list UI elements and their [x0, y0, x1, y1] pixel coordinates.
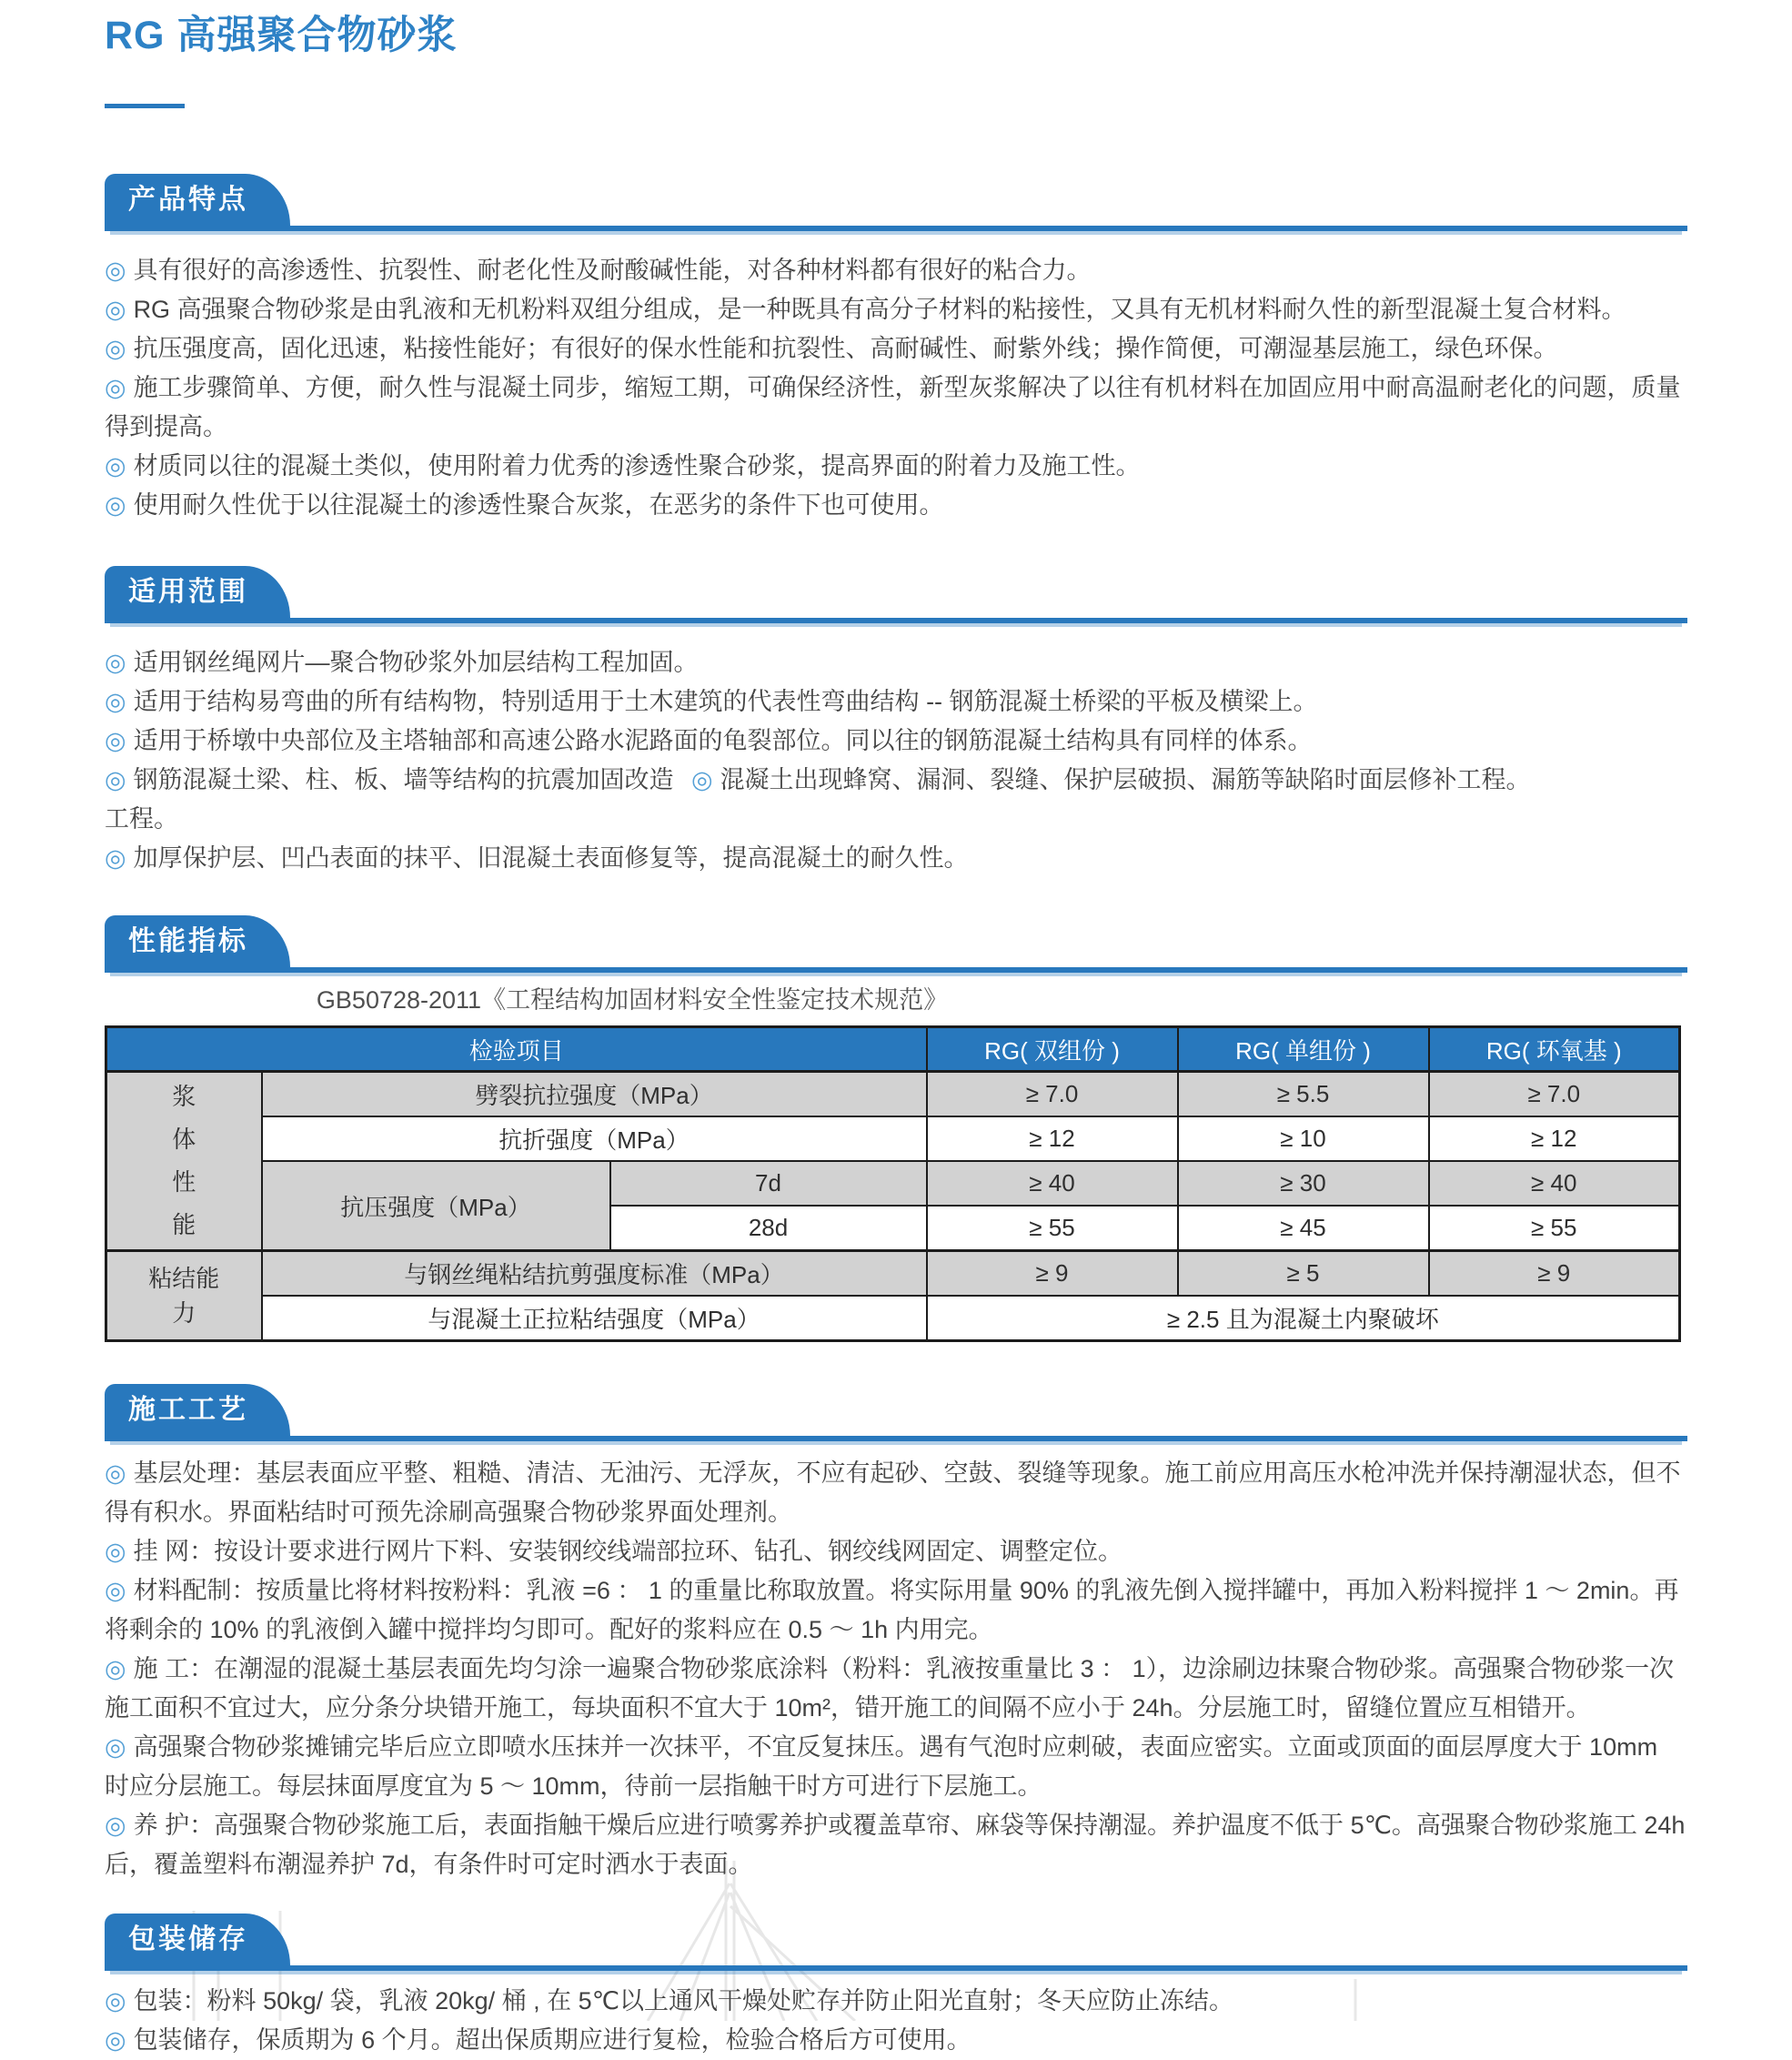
cell-value: ≥ 7.0	[1429, 1072, 1680, 1117]
header-cell-rg2: RG( 双组份 )	[927, 1027, 1178, 1072]
list-item: ◎ 高强聚合物砂浆摊铺完毕后应立即喷水压抹并一次抹平，不宜反复抹压。遇有气泡时应刺破，表面应密实。立面或顶面的面层厚度大于 10mm 时应分层施工。每层抹面厚度宜为 5 ～ 10mm，待前一层指触干时方可进行下层施工。	[105, 1733, 1658, 1800]
cell-value: ≥ 12	[927, 1116, 1178, 1161]
section-tab-features: 产品特点	[105, 174, 290, 226]
table-row	[106, 1161, 1680, 1206]
process-list	[105, 1454, 1687, 1884]
bullet-icon: ◎	[105, 374, 126, 401]
cell-value: ≥ 9	[927, 1251, 1178, 1297]
list-item: ◎ 挂 网：按设计要求进行网片下料、安装钢绞线端部拉环、钻孔、钢绞线网固定、调整定位。	[105, 1538, 1123, 1565]
cell-subitem: 28d	[610, 1206, 927, 1251]
title-accent-line	[105, 104, 185, 108]
list-item: ◎ 施工步骤简单、方便，耐久性与混凝土同步，缩短工期，可确保经济性，新型灰浆解决了以往有机材料在加固应用中耐高温耐老化的问题，质量得到提高。	[105, 374, 1681, 440]
list-item: ◎ 具有很好的高渗透性、抗裂性、耐老化性及耐酸碱性能，对各种材料都有很好的粘合力。	[105, 257, 1092, 284]
bullet-icon: ◎	[105, 727, 126, 754]
header-cell-rg1: RG( 单组份 )	[1178, 1027, 1429, 1072]
section-tab-performance: 性能指标	[105, 915, 290, 967]
bullet-icon: ◎	[105, 688, 126, 715]
table-caption: GB50728-2011《工程结构加固材料安全性鉴定技术规范》	[316, 986, 949, 1014]
bullet-icon: ◎	[105, 452, 126, 480]
scope-list	[105, 643, 1687, 878]
cell-value: ≥ 45	[1178, 1206, 1429, 1251]
cell-item: 与混凝土正拉粘结强度（MPa）	[262, 1296, 927, 1341]
cell-value: ≥ 55	[927, 1206, 1178, 1251]
cell-value: ≥ 40	[927, 1161, 1178, 1206]
row-group-slurry: 浆 体 性 能	[106, 1072, 262, 1251]
list-item: ◎ 包装：粉料 50kg/ 袋，乳液 20kg/ 桶 , 在 5℃以上通风干燥处贮存并防止阳光直射；冬天应防止冻结。	[105, 1987, 1234, 2015]
table-row	[106, 1296, 1680, 1341]
packaging-list	[105, 1982, 1687, 2060]
features-list	[105, 251, 1687, 525]
cell-value: ≥ 5.5	[1178, 1072, 1429, 1117]
list-item-dual	[105, 761, 1687, 839]
table-row	[106, 1251, 1680, 1297]
header-cell-rge: RG( 环氧基 )	[1429, 1027, 1680, 1072]
cell-item: 劈裂抗拉强度（MPa）	[262, 1072, 927, 1117]
bullet-icon: ◎	[105, 491, 126, 519]
list-item: ◎ 基层处理：基层表面应平整、粗糙、清洁、无油污、无浮灰，不应有起砂、空鼓、裂缝等现象。施工前应用高压水枪冲洗并保持潮湿状态，但不得有积水。界面粘结时可预先涂刷高强聚合物砂浆界面处理剂。	[105, 1459, 1681, 1526]
bullet-icon: ◎	[105, 844, 126, 872]
cell-value: ≥ 40	[1429, 1161, 1680, 1206]
bullet-icon: ◎	[105, 1812, 126, 1839]
section-tab-scope: 适用范围	[105, 566, 290, 618]
cell-value: ≥ 55	[1429, 1206, 1680, 1251]
bullet-icon: ◎	[105, 1538, 126, 1565]
section-header-process	[105, 1384, 1687, 1441]
section-header-features	[105, 174, 1687, 231]
page-title: RG 高强聚合物砂浆	[105, 14, 458, 57]
section-header-scope	[105, 566, 1687, 623]
bullet-icon: ◎	[105, 1459, 126, 1487]
bullet-icon: ◎	[691, 766, 713, 793]
list-item: ◎ 使用耐久性优于以往混凝土的渗透性聚合灰浆，在恶劣的条件下也可使用。	[105, 491, 944, 519]
section-tab-packaging: 包装储存	[105, 1914, 290, 1965]
cell-value: ≥ 5	[1178, 1251, 1429, 1297]
section-tab-process: 施工工艺	[105, 1384, 290, 1436]
performance-table	[105, 1025, 1681, 1342]
bullet-icon: ◎	[105, 296, 126, 323]
bullet-icon: ◎	[105, 257, 126, 284]
table-header-row	[106, 1027, 1680, 1072]
bullet-icon: ◎	[105, 1987, 126, 2015]
cell-item: 抗折强度（MPa）	[262, 1116, 927, 1161]
list-item: ◎ 适用于结构易弯曲的所有结构物，特别适用于土木建筑的代表性弯曲结构 -- 钢筋混凝土桥梁的平板及横梁上。	[105, 688, 1318, 715]
cell-item: 抗压强度（MPa）	[262, 1161, 610, 1251]
list-item: ◎ 适用于桥墩中央部位及主塔轴部和高速公路水泥路面的龟裂部位。同以往的钢筋混凝土结构具有同样的体系。	[105, 727, 1313, 754]
cell-item: 与钢丝绳粘结抗剪强度标准（MPa）	[262, 1251, 927, 1297]
cell-value-span: ≥ 2.5 且为混凝土内聚破坏	[927, 1296, 1680, 1341]
cell-value: ≥ 10	[1178, 1116, 1429, 1161]
list-item: ◎ 包装储存，保质期为 6 个月。超出保质期应进行复检，检验合格后方可使用。	[105, 2026, 972, 2054]
bullet-icon: ◎	[105, 1577, 126, 1604]
cell-value: ≥ 30	[1178, 1161, 1429, 1206]
bullet-icon: ◎	[105, 649, 126, 676]
bullet-icon: ◎	[105, 2026, 126, 2054]
cell-value: ≥ 7.0	[927, 1072, 1178, 1117]
header-cell-item: 检验项目	[106, 1027, 927, 1072]
section-header-packaging	[105, 1914, 1687, 1971]
row-group-bonding: 粘结能 力	[106, 1251, 262, 1341]
bullet-icon: ◎	[105, 1733, 126, 1761]
list-item: ◎ RG 高强聚合物砂浆是由乳液和无机粉料双组分组成，是一种既具有高分子材料的粘接性，又具有无机材料耐久性的新型混凝土复合材料。	[105, 296, 1626, 323]
bullet-icon: ◎	[105, 766, 126, 793]
cell-value: ≥ 12	[1429, 1116, 1680, 1161]
list-item: ◎ 材料配制：按质量比将材料按粉料：乳液 =6 ： 1 的重量比称取放置。将实际用量 90% 的乳液先倒入搅拌罐中，再加入粉料搅拌 1 ～ 2min。再将剩余的 10% 的乳液倒入罐中搅拌均匀即可。配好的浆料应在 0.5 ～ 1h 内用完。	[105, 1577, 1679, 1643]
section-header-performance	[105, 915, 1687, 973]
list-item: ◎ 施 工：在潮湿的混凝土基层表面先均匀涂一遍聚合物砂浆底涂料（粉料：乳液按重量比 3 ： 1），边涂刷边抹聚合物砂浆。高强聚合物砂浆一次施工面积不宜过大，应分条分块错开施工，每块面积不宜大于 10m²，错开施工的间隔不应小于 24h。分层施工时，留缝位置应互相错开。	[105, 1655, 1675, 1722]
table-row	[106, 1072, 1680, 1117]
list-item: ◎ 混凝土出现蜂窝、漏洞、裂缝、保护层破损、漏筋等缺陷时面层修补工程。	[691, 766, 1531, 793]
list-item: ◎ 钢筋混凝土梁、柱、板、墙等结构的抗震加固改造工程。	[105, 766, 674, 833]
list-item: ◎ 抗压强度高，固化迅速，粘接性能好；有很好的保水性能和抗裂性、高耐碱性、耐紫外线；操作简便，可潮湿基层施工，绿色环保。	[105, 335, 1558, 362]
list-item: ◎ 适用钢丝绳网片—聚合物砂浆外加层结构工程加固。	[105, 649, 699, 676]
cell-subitem: 7d	[610, 1161, 927, 1206]
cell-value: ≥ 9	[1429, 1251, 1680, 1297]
list-item: ◎ 材质同以往的混凝土类似，使用附着力优秀的渗透性聚合砂浆，提高界面的附着力及施工性。	[105, 452, 1141, 480]
list-item: ◎ 养 护：高强聚合物砂浆施工后，表面指触干燥后应进行喷雾养护或覆盖草帘、麻袋等保持潮湿。养护温度不低于 5℃。高强聚合物砂浆施工 24h 后，覆盖塑料布潮湿养护 7d，有条件时可定时洒水于表面。	[105, 1812, 1686, 1878]
bullet-icon: ◎	[105, 1655, 126, 1682]
list-item: ◎ 加厚保护层、凹凸表面的抹平、旧混凝土表面修复等，提高混凝土的耐久性。	[105, 844, 969, 872]
table-row	[106, 1116, 1680, 1161]
bullet-icon: ◎	[105, 335, 126, 362]
